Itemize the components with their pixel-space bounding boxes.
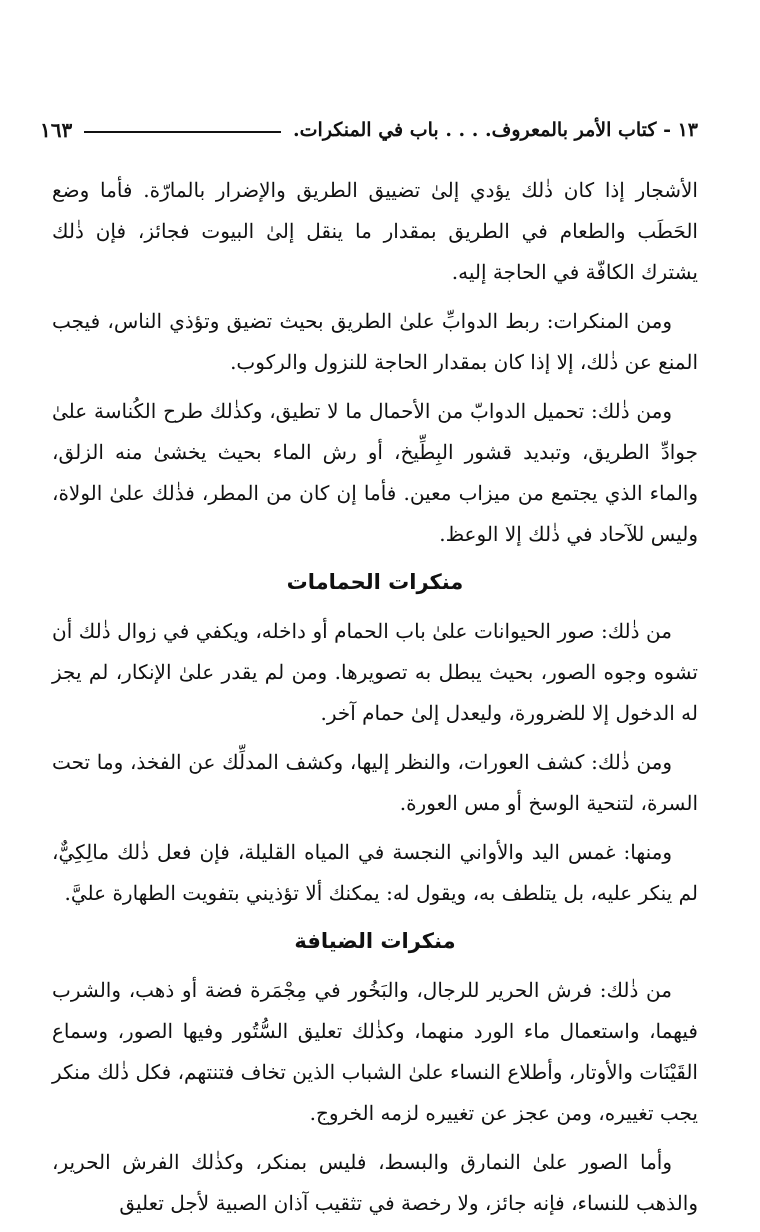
- page-number: ١٦٣: [40, 118, 73, 142]
- paragraph: من ذٰلك: فرش الحرير للرجال، والبَخُور في مِجْمَرة فضة أو ذهب، والشرب فيهما، واستعمال ماء الورد منهما، وكذٰلك تعليق السُّتُور وفيها الصور، وسماع القَيْنَات والأوتار، وأطلاع النساء علىٰ الشباب الذين تخاف فتنتهم، فكل ذٰلك منكر يجب تغييره، ومن عجز عن تغييره لزمه الخروج.: [52, 978, 698, 1125]
- header-rule: [84, 131, 281, 133]
- paragraph: ومنها: غمس اليد والأواني النجسة في المياه القليلة، فإن فعل ذٰلك مالِكِيٌّ، لم ينكر عليه، بل يتلطف به، ويقول له: يمكنك ألا تؤذيني بتفويت الطهارة عليَّ.: [52, 840, 698, 905]
- paragraph: ومن ذٰلك: كشف العورات، والنظر إليها، وكشف المدلِّك عن الفخذ، وما تحت السرة، لتنحية الوسخ أو مس العورة.: [52, 750, 698, 815]
- section-heading: منكرات الضيافة: [294, 929, 456, 953]
- section-heading: منكرات الحمامات: [286, 570, 464, 594]
- chapter-title: ١٣ - كتاب الأمر بالمعروف. . . . باب في المنكرات.: [293, 119, 698, 141]
- paragraph: ومن ذٰلك: تحميل الدوابّ من الأحمال ما لا تطيق، وكذٰلك طرح الكُناسة علىٰ جوادِّ الطريق، وتبديد قشور البِطِّيخ، أو رش الماء بحيث يخشىٰ منه الزلق، والماء الذي يجتمع من ميزاب معين. فأما إن كان من المطر، فذٰلك علىٰ الولاة، وليس للآحاد في ذٰلك إلا الوعظ.: [52, 399, 698, 546]
- paragraph: الأشجار إذا كان ذٰلك يؤدي إلىٰ تضييق الطريق والإضرار بالمارّة. فأما وضع الحَطَب والطعام في الطريق بمقدار ما ينقل إلىٰ البيوت فجائز، فإن ذٰلك يشترك الكافّة في الحاجة إليه.: [52, 178, 698, 284]
- paragraph: من ذٰلك: صور الحيوانات علىٰ باب الحمام أو داخله، ويكفي في زوال ذٰلك أن تشوه وجوه الصور، بحيث يبطل به تصويرها. ومن لم يقدر علىٰ الإنكار، لم يجز له الدخول إلا للضرورة، وليعدل إلىٰ حمام آخر.: [52, 619, 698, 725]
- running-header: [40, 112, 698, 148]
- paragraph: وأما الصور علىٰ النمارق والبسط، فليس بمنكر، وكذٰلك الفرش الحرير، والذهب للنساء، فإنه جائز، ولا رخصة في تثقيب آذان الصبية لأجل تعليق: [52, 1150, 698, 1215]
- page-body: [52, 170, 698, 1232]
- paragraph: ومن المنكرات: ربط الدوابِّ علىٰ الطريق بحيث تضيق وتؤذي الناس، فيجب المنع عن ذٰلك، إلا إذا كان بمقدار الحاجة للنزول والركوب.: [52, 309, 698, 374]
